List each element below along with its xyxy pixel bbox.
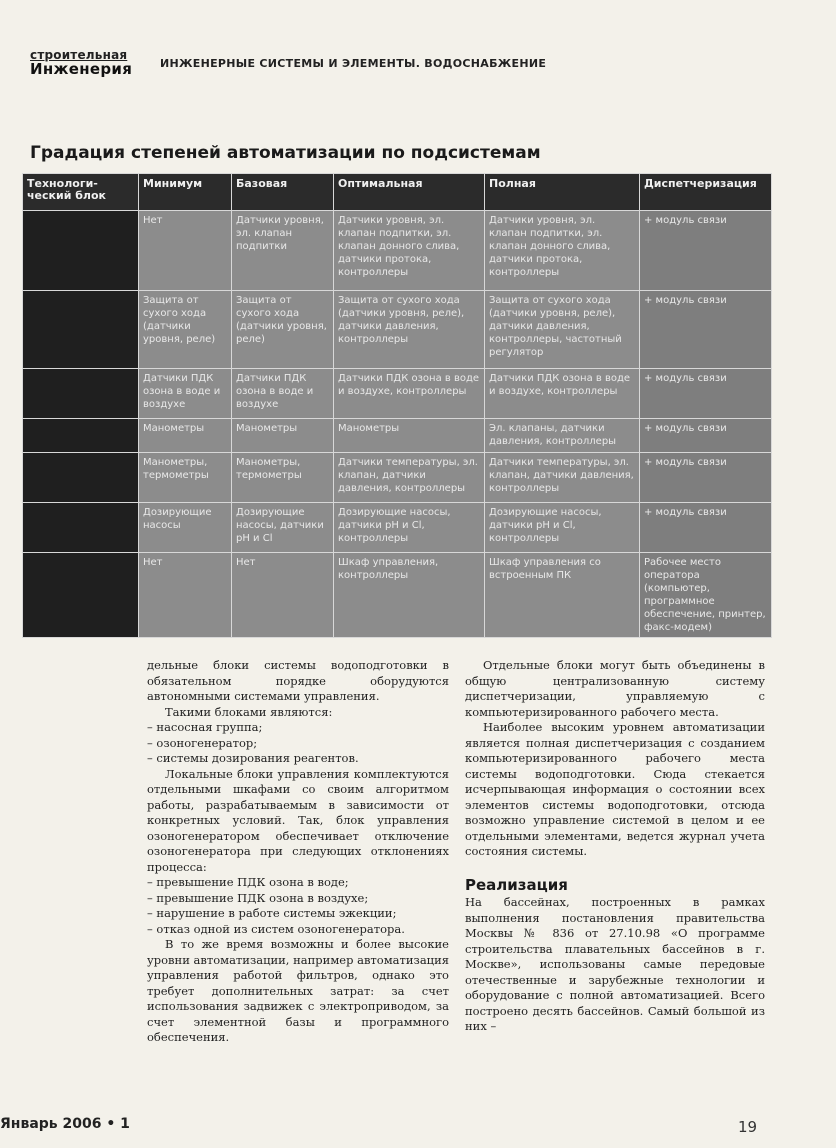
table-cell: Нет (139, 553, 232, 638)
paragraph: Такими блоками являются: (165, 704, 333, 719)
column-header: Технологи-ческий блок (23, 174, 139, 211)
paragraph: Наиболее высоким уровнем автоматизации является полная диспетчеризация с созданием компьютеризированного рабочего места системы водоподготовки. Сюда стекается исчерпывающая информация о состоянии всех элементов системы водоподготовки, отсюда возможно управление системой в целом и ее отдельными элементами, ведется журнал учета состояния системы. (465, 720, 765, 858)
list-item: – превышение ПДК озона в воздухе; (147, 891, 449, 907)
table-cell: Дозирующие насосы (139, 503, 232, 553)
table-cell: Защита от сухого хода (датчики уровня, реле) (232, 291, 334, 369)
table-cell: + модуль связи (640, 211, 772, 291)
table-row (23, 211, 772, 291)
column-header: Полная (485, 174, 640, 211)
table-cell: Датчики уровня, эл. клапан подпитки, эл. клапан донного слива, датчики протока, контроллеры (485, 211, 640, 291)
magazine-logo (30, 48, 132, 76)
table-cell: Дозирующие насосы, датчики pH и Cl, контроллеры (485, 503, 640, 553)
table-cell: + модуль связи (640, 291, 772, 369)
paragraph: дельные блоки системы водоподготовки в обязательном порядке оборудуются автономными системами управления. (147, 658, 449, 703)
paragraph: Локальные блоки управления комплектуются отдельными шкафами со своим алгоритмом работы, разрабатываемым в зависимости от конкретных условий. Так, блок управления озоногенератором обеспечивает отключение озоногенератора при следующих отклонениях процесса: (147, 766, 449, 874)
column-header: Диспетчеризация (640, 174, 772, 211)
text-column-left (147, 658, 449, 1046)
table-cell: Датчики уровня, эл. клапан подпитки (232, 211, 334, 291)
table-cell: Дозирующие насосы, датчики pH и Cl, контроллеры (334, 503, 485, 553)
table-cell: Манометры (232, 419, 334, 453)
table-cell: Датчики температуры, эл. клапан, датчики давления, контроллеры (334, 453, 485, 503)
page-number: 19 (738, 1118, 758, 1136)
table-row (23, 553, 772, 638)
column-header: Базовая (232, 174, 334, 211)
table-cell (23, 553, 139, 638)
table-cell: Манометры (334, 419, 485, 453)
table-cell: Датчики ПДК озона в воде и воздухе (232, 369, 334, 419)
table-cell: Шкаф управления со встроенным ПК (485, 553, 640, 638)
table-cell: + модуль связи (640, 419, 772, 453)
bullet-list (147, 875, 449, 937)
list-item: – нарушение в работе системы эжекции; (147, 906, 449, 922)
list-item: – превышение ПДК озона в воде; (147, 875, 449, 891)
logo-line-1: строительная (30, 48, 128, 62)
table-cell: Защита от сухого хода (датчики уровня, реле), датчики давления, контроллеры (334, 291, 485, 369)
section-title: ИНЖЕНЕРНЫЕ СИСТЕМЫ И ЭЛЕМЕНТЫ. ВОДОСНАБЖЕНИЕ (160, 57, 547, 70)
table-row (23, 453, 772, 503)
table-cell: Датчики ПДК озона в воде и воздухе, контроллеры (334, 369, 485, 419)
table-cell: Защита от сухого хода (датчики уровня, реле), датчики давления, контроллеры, частотный регулятор (485, 291, 640, 369)
table-cell: Эл. клапаны, датчики давления, контроллеры (485, 419, 640, 453)
table-cell (23, 503, 139, 553)
subheading: Реализация (465, 875, 568, 894)
table-cell: Датчики ПДК озона в воде и воздухе, контроллеры (485, 369, 640, 419)
table-cell: Нет (139, 211, 232, 291)
column-header: Минимум (139, 174, 232, 211)
table-row (23, 419, 772, 453)
list-item: – озоногенератор; (147, 736, 449, 752)
table-cell (23, 211, 139, 291)
table-cell: Датчики ПДК озона в воде и воздухе (139, 369, 232, 419)
table-row (23, 291, 772, 369)
list-item: – насосная группа; (147, 720, 449, 736)
table-cell: Манометры, термометры (232, 453, 334, 503)
table-header-row (23, 174, 772, 211)
table-cell: + модуль связи (640, 369, 772, 419)
table-cell: Шкаф управления, контроллеры (334, 553, 485, 638)
list-item: – отказ одной из систем озоногенератора. (147, 922, 449, 938)
table-cell: Датчики уровня, эл. клапан подпитки, эл. клапан донного слива, датчики протока, контроллеры (334, 211, 485, 291)
table-cell: + модуль связи (640, 503, 772, 553)
column-header: Оптимальная (334, 174, 485, 211)
paragraph: На бассейнах, построенных в рамках выполнения постановления правительства Москвы № 836 от 27.10.98 «О программе строительства плавательных бассейнов в г. Москве», использованы самые передовые отечественные и зарубежные технологии и оборудование с полной автоматизацией. Всего построено десять бассейнов. Самый большой из них – (465, 895, 765, 1033)
table-title: Градация степеней автоматизации по подсистемам (30, 143, 541, 163)
table-cell: Нет (232, 553, 334, 638)
paragraph: Отдельные блоки могут быть объединены в общую централизованную систему диспетчеризации, управляемую с компьютеризированного рабочего места. (465, 658, 765, 719)
list-item: – системы дозирования реагентов. (147, 751, 449, 767)
table-cell (23, 419, 139, 453)
table-cell (23, 453, 139, 503)
table-cell: Рабочее место оператора (компьютер, программное обеспечение, принтер, факс-модем) (640, 553, 772, 638)
logo-line-2: Инженерия (30, 60, 133, 78)
text-column-right (465, 658, 765, 1035)
table-row (23, 503, 772, 553)
automation-table (22, 173, 772, 638)
table-row (23, 369, 772, 419)
table-cell: Манометры, термометры (139, 453, 232, 503)
paragraph: В то же время возможны и более высокие уровни автоматизации, например автоматизация управления работой фильтров, однако это требует дополнительных затрат: за счет использования задвижек с электроприводом, за счет элементной базы и программного обеспечения. (147, 937, 449, 1044)
bullet-list (147, 720, 449, 767)
issue-info: Январь 2006 • 1 (0, 1116, 130, 1132)
table-cell: + модуль связи (640, 453, 772, 503)
table-cell: Защита от сухого хода (датчики уровня, реле) (139, 291, 232, 369)
table-cell: Манометры (139, 419, 232, 453)
table-cell: Дозирующие насосы, датчики pH и Cl (232, 503, 334, 553)
table-cell: Датчики температуры, эл. клапан, датчики давления, контроллеры (485, 453, 640, 503)
table-cell (23, 291, 139, 369)
table-cell (23, 369, 139, 419)
